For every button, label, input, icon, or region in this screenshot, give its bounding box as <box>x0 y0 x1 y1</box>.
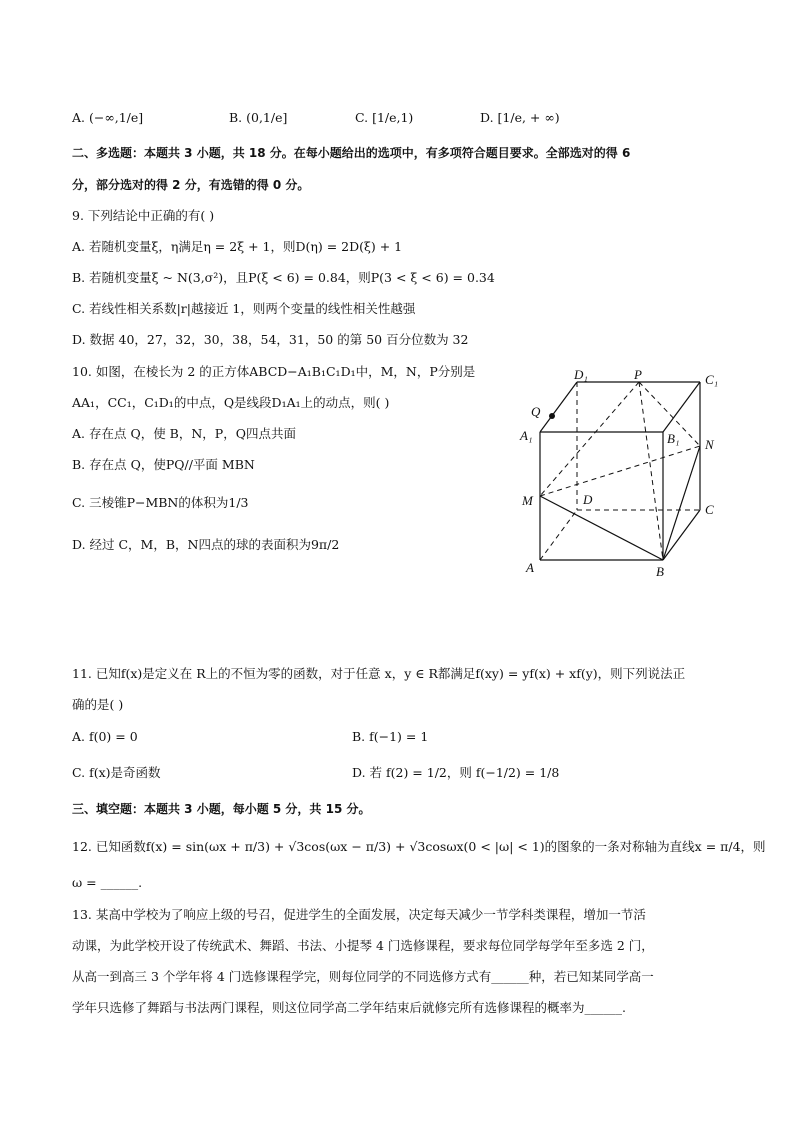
q11-option-d: D. 若 f(2) = 1/2，则 f(−1/2) = 1/8 <box>352 765 560 780</box>
label-b1: B₁ <box>667 431 680 446</box>
q11-option-a: A. f(0) = 0 <box>72 729 138 744</box>
section-3-heading: 三、填空题：本题共 3 小题，每小题 5 分，共 15 分。 <box>72 802 371 816</box>
edge-b1-c1 <box>663 382 700 432</box>
q10-option-a: A. 存在点 Q，使 B，N，P，Q四点共面 <box>72 426 296 441</box>
q11-stem: 11. 已知f(x)是定义在 R上的不恒为零的函数，对于任意 x，y ∈ R都满足f(xy) = yf(x) + xf(y)，则下列说法正 <box>72 666 686 681</box>
q13-line-2: 动课，为此学校开设了传统武术、舞蹈、书法、小提琴 4 门选修课程，要求每位同学每学年至多选 2 门， <box>72 938 654 953</box>
label-a1: A₁ <box>520 428 533 443</box>
q8-option-a: A. (−∞,1/e] <box>72 110 144 125</box>
q10-stem: 10. 如图，在棱长为 2 的正方体ABCD−A₁B₁C₁D₁中，M，N，P分别是 <box>72 364 476 379</box>
segment-m-n <box>540 446 700 496</box>
label-m: M <box>522 493 533 508</box>
q10-stem-cont: AA₁，CC₁，C₁D₁的中点，Q是线段D₁A₁上的动点，则( ) <box>72 395 390 410</box>
label-d1: D₁ <box>574 367 588 382</box>
q8-option-c: C. [1/e,1) <box>355 110 414 125</box>
q9-option-b: B. 若随机变量ξ ~ N(3,σ²)，且P(ξ < 6) = 0.84，则P(3 < ξ < 6) = 0.34 <box>72 270 495 285</box>
section-2-heading: 二、多选题：本题共 3 小题，共 18 分。在每小题给出的选项中，有多项符合题目要求。全部选对的得 6 <box>72 146 631 160</box>
label-b: B <box>656 564 664 579</box>
q9-option-a: A. 若随机变量ξ，η满足η = 2ξ + 1，则D(η) = 2D(ξ) + 1 <box>72 239 403 254</box>
label-q: Q <box>531 404 541 419</box>
q13-line-3: 从高一到高三 3 个学年将 4 门选修课程学完，则每位同学的不同选修方式有______种，若已知某同学高一 <box>72 969 654 984</box>
label-a: A <box>526 560 534 575</box>
q9-stem: 9. 下列结论中正确的有( ) <box>72 208 215 223</box>
label-c: C <box>705 502 714 517</box>
label-d: D <box>583 492 593 507</box>
edge-a-d <box>540 510 577 560</box>
label-p: P <box>634 367 642 382</box>
segment-p-m <box>540 382 639 496</box>
label-n: N <box>705 437 714 452</box>
q13-line-1: 13. 某高中学校为了响应上级的号召，促进学生的全面发展，决定每天减少一节学科类课程，增加一节活 <box>72 907 646 922</box>
q11-stem-cont: 确的是( ) <box>72 697 124 712</box>
point-q <box>549 413 555 419</box>
edge-a1-d1 <box>540 382 577 432</box>
q11-option-c: C. f(x)是奇函数 <box>72 765 161 780</box>
q10-option-b: B. 存在点 Q，使PQ//平面 MBN <box>72 457 255 472</box>
section-2-heading-cont: 分，部分选对的得 2 分，有选错的得 0 分。 <box>72 178 310 192</box>
label-c1: C₁ <box>705 372 719 387</box>
segment-b-n <box>663 446 700 560</box>
q10-option-c: C. 三棱锥P−MBN的体积为1/3 <box>72 495 249 510</box>
cube-figure <box>510 360 740 585</box>
q9-option-c: C. 若线性相关系数|r|越接近 1，则两个变量的线性相关性越强 <box>72 301 416 316</box>
q8-option-b: B. (0,1/e] <box>229 110 288 125</box>
q9-option-d: D. 数据 40，27，32，30，38，54，31，50 的第 50 百分位数为 32 <box>72 332 469 347</box>
q10-option-d: D. 经过 C，M，B，N四点的球的表面积为9π/2 <box>72 537 340 552</box>
q12-answer-blank: ω = ______. <box>72 875 143 890</box>
segment-p-b <box>639 382 663 560</box>
segment-m-b <box>540 496 663 560</box>
q13-line-4: 学年只选修了舞蹈与书法两门课程，则这位同学高二学年结束后就修完所有选修课程的概率为______. <box>72 1000 626 1015</box>
edge-b-c <box>663 510 700 560</box>
q11-option-b: B. f(−1) = 1 <box>352 729 429 744</box>
q8-option-d: D. [1/e, + ∞) <box>480 110 560 125</box>
q12-stem: 12. 已知函数f(x) = sin(ωx + π/3) + √3cos(ωx − π/3) + √3cosωx(0 < |ω| < 1)的图象的一条对称轴为直线x = π/4，则 <box>72 839 766 854</box>
